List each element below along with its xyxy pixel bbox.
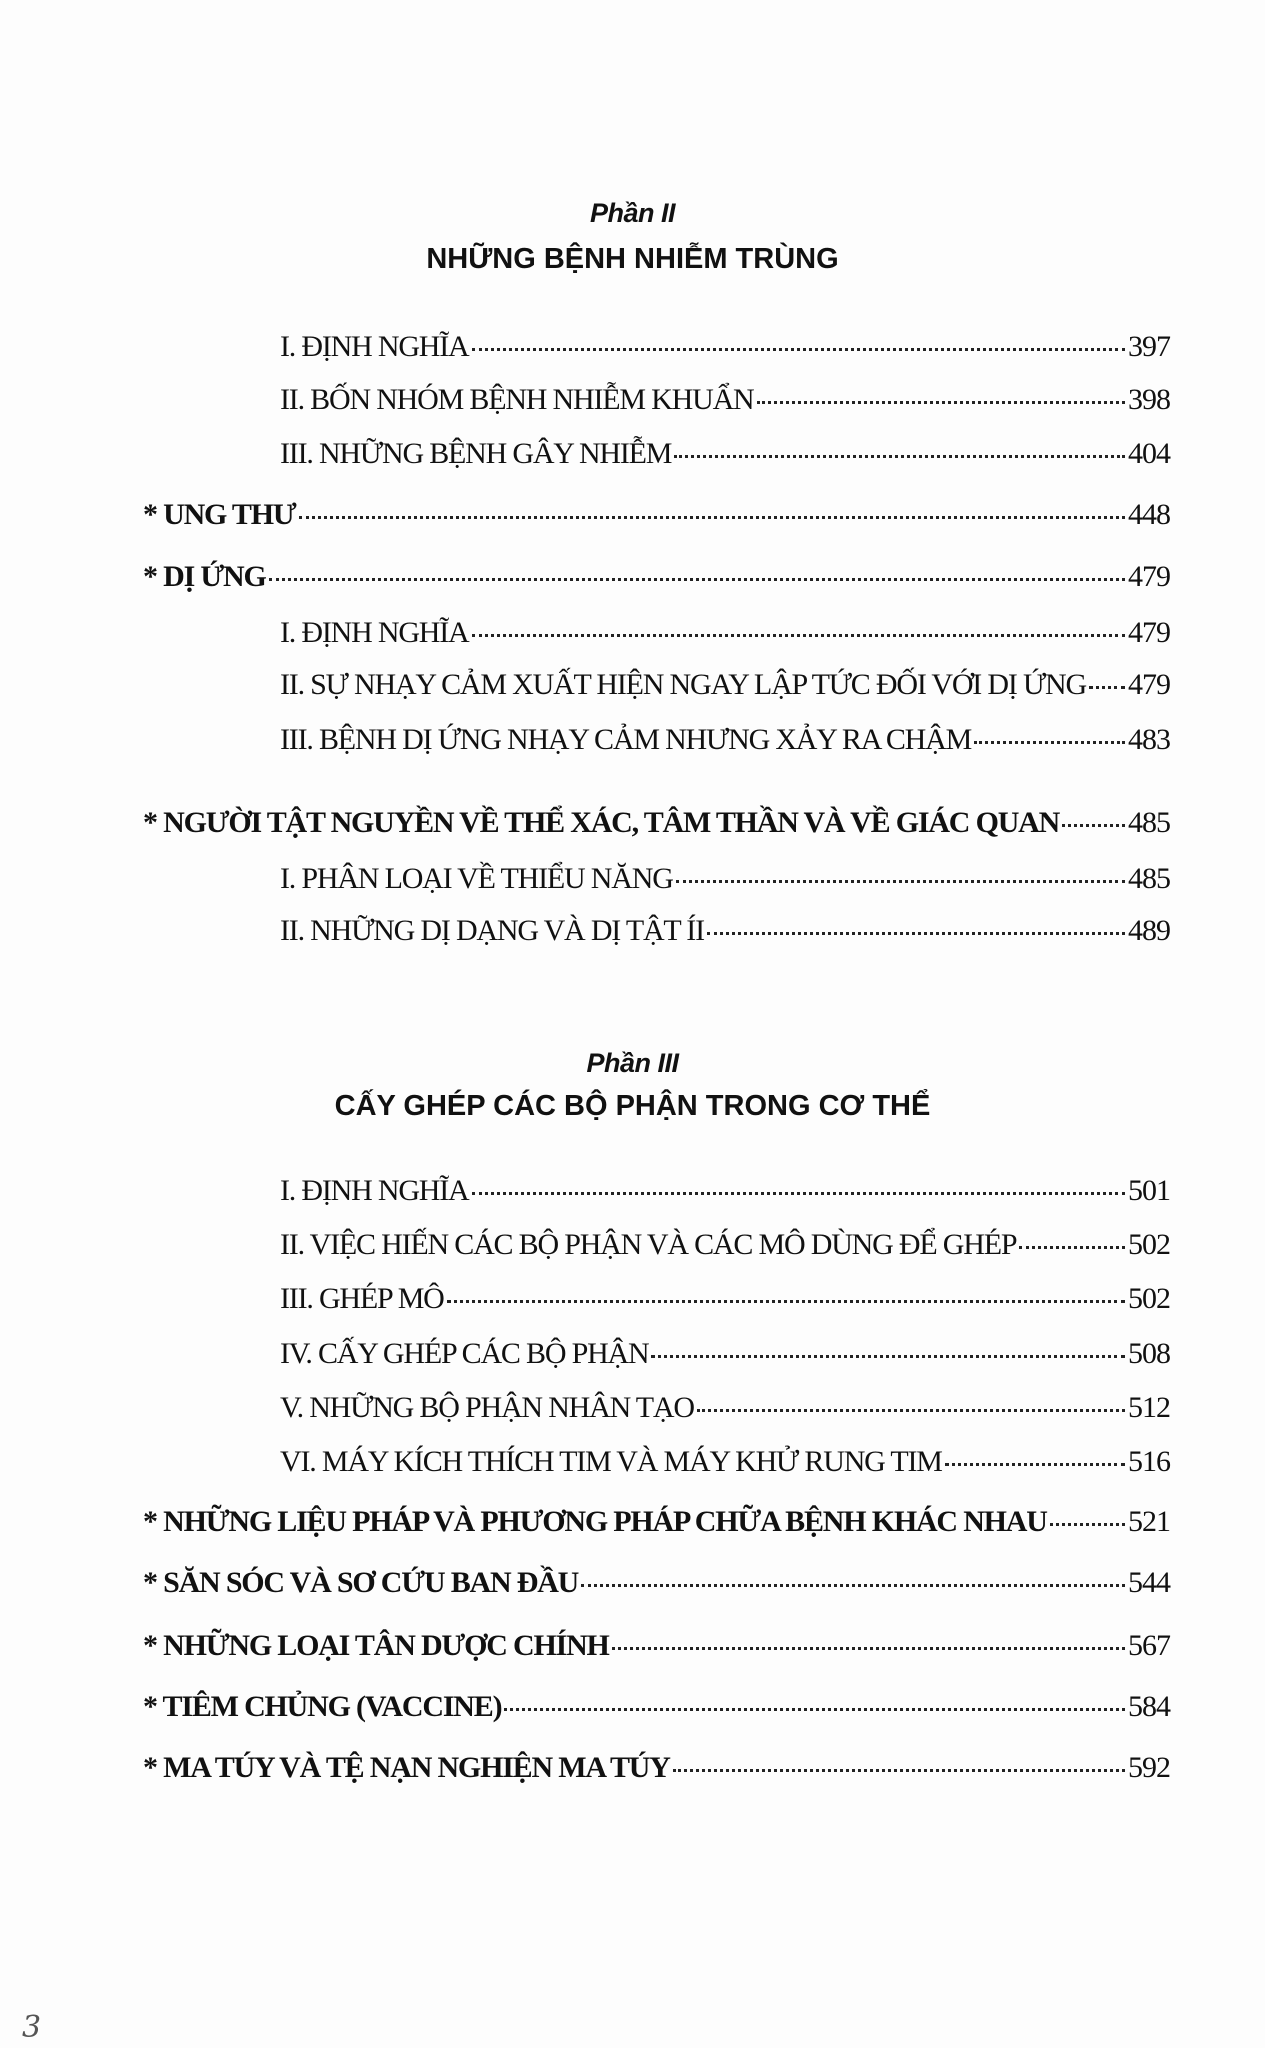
toc-entry	[280, 1282, 1170, 1322]
toc-entry-title: I. PHÂN LOẠI VỀ THIỂU NĂNG	[280, 862, 673, 895]
dot-leader	[299, 516, 1125, 519]
toc-entry-page: 489	[1128, 914, 1170, 947]
toc-entry	[280, 1174, 1170, 1214]
dot-leader	[472, 1192, 1125, 1195]
dot-leader	[1062, 824, 1125, 827]
dot-leader	[697, 1409, 1125, 1412]
dot-leader	[1019, 1246, 1125, 1249]
toc-entry	[143, 1751, 1170, 1791]
toc-entry-title: * SĂN SÓC VÀ SƠ CỨU BAN ĐẦU	[143, 1566, 579, 1599]
toc-entry	[280, 668, 1170, 708]
part-3-label: Phần III	[586, 1048, 679, 1078]
toc-entry-title: II. VIỆC HIẾN CÁC BỘ PHẬN VÀ CÁC MÔ DÙNG ĐỂ GHÉP	[280, 1228, 1017, 1261]
toc-entry	[280, 330, 1170, 370]
toc-entry-title: * DỊ ỨNG	[143, 560, 266, 593]
toc-entry-title: IV. CẤY GHÉP CÁC BỘ PHẬN	[280, 1337, 649, 1370]
toc-entry-title: * NHỮNG LIỆU PHÁP VÀ PHƯƠNG PHÁP CHỮA BỆNH KHÁC NHAU	[143, 1505, 1047, 1538]
toc-entry	[280, 1228, 1170, 1268]
toc-entry-title: III. BỆNH DỊ ỨNG NHẠY CẢM NHƯNG XẢY RA CHẬM	[280, 723, 972, 756]
toc-entry	[143, 560, 1170, 600]
toc-entry-title: V. NHỮNG BỘ PHẬN NHÂN TẠO	[280, 1391, 694, 1424]
toc-entry	[143, 1566, 1170, 1606]
toc-entry-title: I. ĐỊNH NGHĨA	[280, 616, 469, 649]
toc-entry	[143, 1629, 1170, 1669]
toc-entry-page: 544	[1128, 1566, 1170, 1599]
toc-entry	[280, 1445, 1170, 1485]
toc-entry-page: 584	[1128, 1690, 1170, 1723]
toc-entry	[143, 1505, 1170, 1545]
dot-leader	[673, 1769, 1125, 1772]
toc-entry	[280, 1337, 1170, 1377]
toc-entry-title: * MA TÚY VÀ TỆ NẠN NGHIỆN MA TÚY	[143, 1751, 670, 1784]
toc-entry	[280, 437, 1170, 477]
toc-entry-page: 592	[1128, 1751, 1170, 1784]
dot-leader	[945, 1463, 1125, 1466]
toc-entry	[280, 616, 1170, 656]
toc-entry-title: III. NHỮNG BỆNH GÂY NHIỄM	[280, 437, 672, 470]
toc-entry-page: 501	[1128, 1174, 1170, 1207]
toc-entry-title: VI. MÁY KÍCH THÍCH TIM VÀ MÁY KHỬ RUNG TIM	[280, 1445, 942, 1478]
dot-leader	[651, 1355, 1125, 1358]
part-3-title: CẤY GHÉP CÁC BỘ PHẬN TRONG CƠ THỂ	[334, 1090, 931, 1122]
dot-leader	[674, 455, 1125, 458]
dot-leader	[612, 1647, 1125, 1650]
toc-entry-page: 508	[1128, 1337, 1170, 1370]
dot-leader	[1089, 686, 1125, 689]
toc-entry-page: 502	[1128, 1228, 1170, 1261]
toc-entry	[280, 723, 1170, 763]
dot-leader	[472, 634, 1125, 637]
toc-entry-page: 502	[1128, 1282, 1170, 1315]
toc-entry	[280, 862, 1170, 902]
dot-leader	[269, 578, 1125, 581]
toc-entry	[280, 1391, 1170, 1431]
toc-entry-page: 567	[1128, 1629, 1170, 1662]
toc-entry-title: * NHỮNG LOẠI TÂN DƯỢC CHÍNH	[143, 1629, 609, 1662]
toc-entry	[143, 806, 1170, 846]
dot-leader	[1050, 1523, 1125, 1526]
toc-entry-title: III. GHÉP MÔ	[280, 1282, 444, 1315]
toc-entry-page: 479	[1128, 616, 1170, 649]
toc-entry-title: II. NHỮNG DỊ DẠNG VÀ DỊ TẬT ÍI	[280, 914, 704, 947]
dot-leader	[757, 401, 1125, 404]
dot-leader	[504, 1708, 1125, 1711]
toc-entry	[143, 498, 1170, 538]
toc-entry	[280, 914, 1170, 954]
toc-entry-page: 404	[1128, 437, 1170, 470]
dot-leader	[676, 880, 1125, 883]
toc-entry-title: I. ĐỊNH NGHĨA	[280, 330, 469, 363]
toc-entry-title: II. BỐN NHÓM BỆNH NHIỄM KHUẨN	[280, 383, 754, 416]
toc-entry-page: 521	[1128, 1505, 1170, 1538]
dot-leader	[581, 1584, 1125, 1587]
toc-entry-page: 479	[1128, 560, 1170, 593]
part-2-title: NHỮNG BỆNH NHIỄM TRÙNG	[426, 243, 839, 275]
toc-entry-page: 479	[1128, 668, 1170, 701]
toc-entry-page: 397	[1128, 330, 1170, 363]
toc-entry-title: * NGƯỜI TẬT NGUYỀN VỀ THỂ XÁC, TÂM THẦN VÀ VỀ GIÁC QUAN	[143, 806, 1060, 839]
toc-entry-page: 512	[1128, 1391, 1170, 1424]
part-2-label: Phần II	[589, 198, 675, 228]
toc-entry-title: I. ĐỊNH NGHĨA	[280, 1174, 469, 1207]
toc-entry-page: 516	[1128, 1445, 1170, 1478]
toc-entry-page: 485	[1128, 862, 1170, 895]
dot-leader	[472, 348, 1125, 351]
handwritten-mark: 3	[22, 2010, 42, 2045]
toc-entry-page: 483	[1128, 723, 1170, 756]
dot-leader	[707, 932, 1125, 935]
toc-entry-title: * TIÊM CHỦNG (VACCINE)	[143, 1690, 502, 1723]
toc-entry-page: 485	[1128, 806, 1170, 839]
toc-entry-title: * UNG THƯ	[143, 498, 296, 531]
toc-entry-page: 448	[1128, 498, 1170, 531]
dot-leader	[447, 1300, 1125, 1303]
toc-entry-title: II. SỰ NHẠY CẢM XUẤT HIỆN NGAY LẬP TỨC ĐỐI VỚI DỊ ỨNG	[280, 668, 1086, 701]
toc-entry	[280, 383, 1170, 423]
toc-entry	[143, 1690, 1170, 1730]
toc-entry-page: 398	[1128, 383, 1170, 416]
dot-leader	[974, 741, 1125, 744]
